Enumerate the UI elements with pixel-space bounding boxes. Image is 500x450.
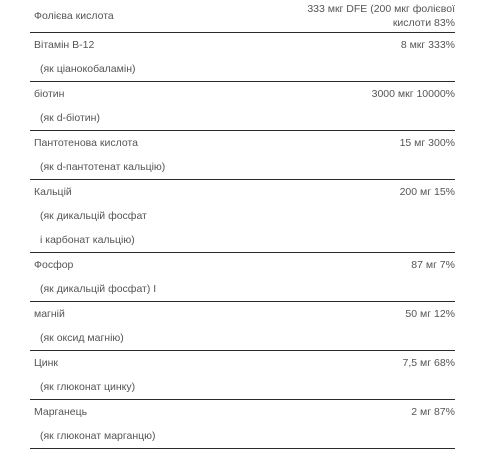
nutrient-source-text: (як дикальцій фосфат [40,210,147,222]
nutrient-source [30,375,455,399]
nutrient-row-b12 [30,33,455,82]
nutrient-source [30,424,455,448]
nutrient-source [30,57,455,81]
nutrient-amount: 333 мкг DFE (200 мкг фолієвої кислоти 83% [307,3,455,29]
nutrient-source [30,106,455,130]
nutrient-source-text: (як оксид магнію) [40,332,124,344]
nutrient-name: Кальцій [34,186,72,198]
nutrient-row-manganese [30,400,455,449]
nutrient-main-line [30,253,455,277]
nutrient-source-text: (як d-пантотенат кальцію) [40,161,166,173]
nutrient-amount: 2 мг 87% [411,406,455,418]
nutrient-source [30,155,455,179]
nutrient-row-biotin [30,82,455,131]
nutrient-amount: 3000 мкг 10000% [371,88,455,100]
nutrient-main-line [30,180,455,204]
nutrient-amount: 50 мг 12% [405,308,455,320]
nutrient-main-line [30,0,455,32]
nutrient-name: Фолієва кислота [34,9,114,22]
nutrient-source-text: (як глюконат цинку) [40,381,136,393]
nutrient-name: Цинк [34,357,59,369]
nutrient-source [30,326,455,350]
nutrient-name: Вітамін B-12 [34,39,95,51]
nutrient-name: Марганець [34,406,88,418]
nutrient-row-folic-acid [30,0,455,33]
nutrient-main-line [30,131,455,155]
nutrient-amount: 200 мг 15% [399,186,455,198]
nutrient-row-magnesium [30,302,455,351]
nutrient-source-text: (як глюконат марганцю) [40,430,156,442]
nutrient-amount: 15 мг 300% [399,137,455,149]
nutrient-source [30,277,455,301]
nutrition-table [30,0,455,449]
nutrient-main-line [30,82,455,106]
nutrient-main-line [30,351,455,375]
nutrient-main-line [30,33,455,57]
nutrient-source-text: і карбонат кальцію) [40,234,135,246]
nutrient-name: Фосфор [34,259,74,271]
nutrient-main-line [30,400,455,424]
nutrient-source-text: (як d-біотин) [40,112,100,124]
nutrient-source [30,228,455,252]
nutrient-row-phosphorus [30,253,455,302]
nutrient-amount: 8 мкг 333% [400,39,455,51]
nutrient-source-text: (як дикальцій фосфат) І [40,283,157,295]
nutrient-main-line [30,302,455,326]
nutrient-source-text: (як ціанокобаламін) [40,63,136,75]
nutrient-row-pantothenic-acid [30,131,455,180]
nutrient-row-zinc [30,351,455,400]
nutrient-name: Пантотенова кислота [34,137,138,149]
nutrient-amount: 87 мг 7% [411,259,455,271]
nutrient-name: магній [34,308,65,320]
nutrient-name: біотин [34,88,65,100]
nutrient-row-calcium [30,180,455,253]
nutrient-amount: 7,5 мг 68% [402,357,455,369]
nutrient-source [30,204,455,228]
